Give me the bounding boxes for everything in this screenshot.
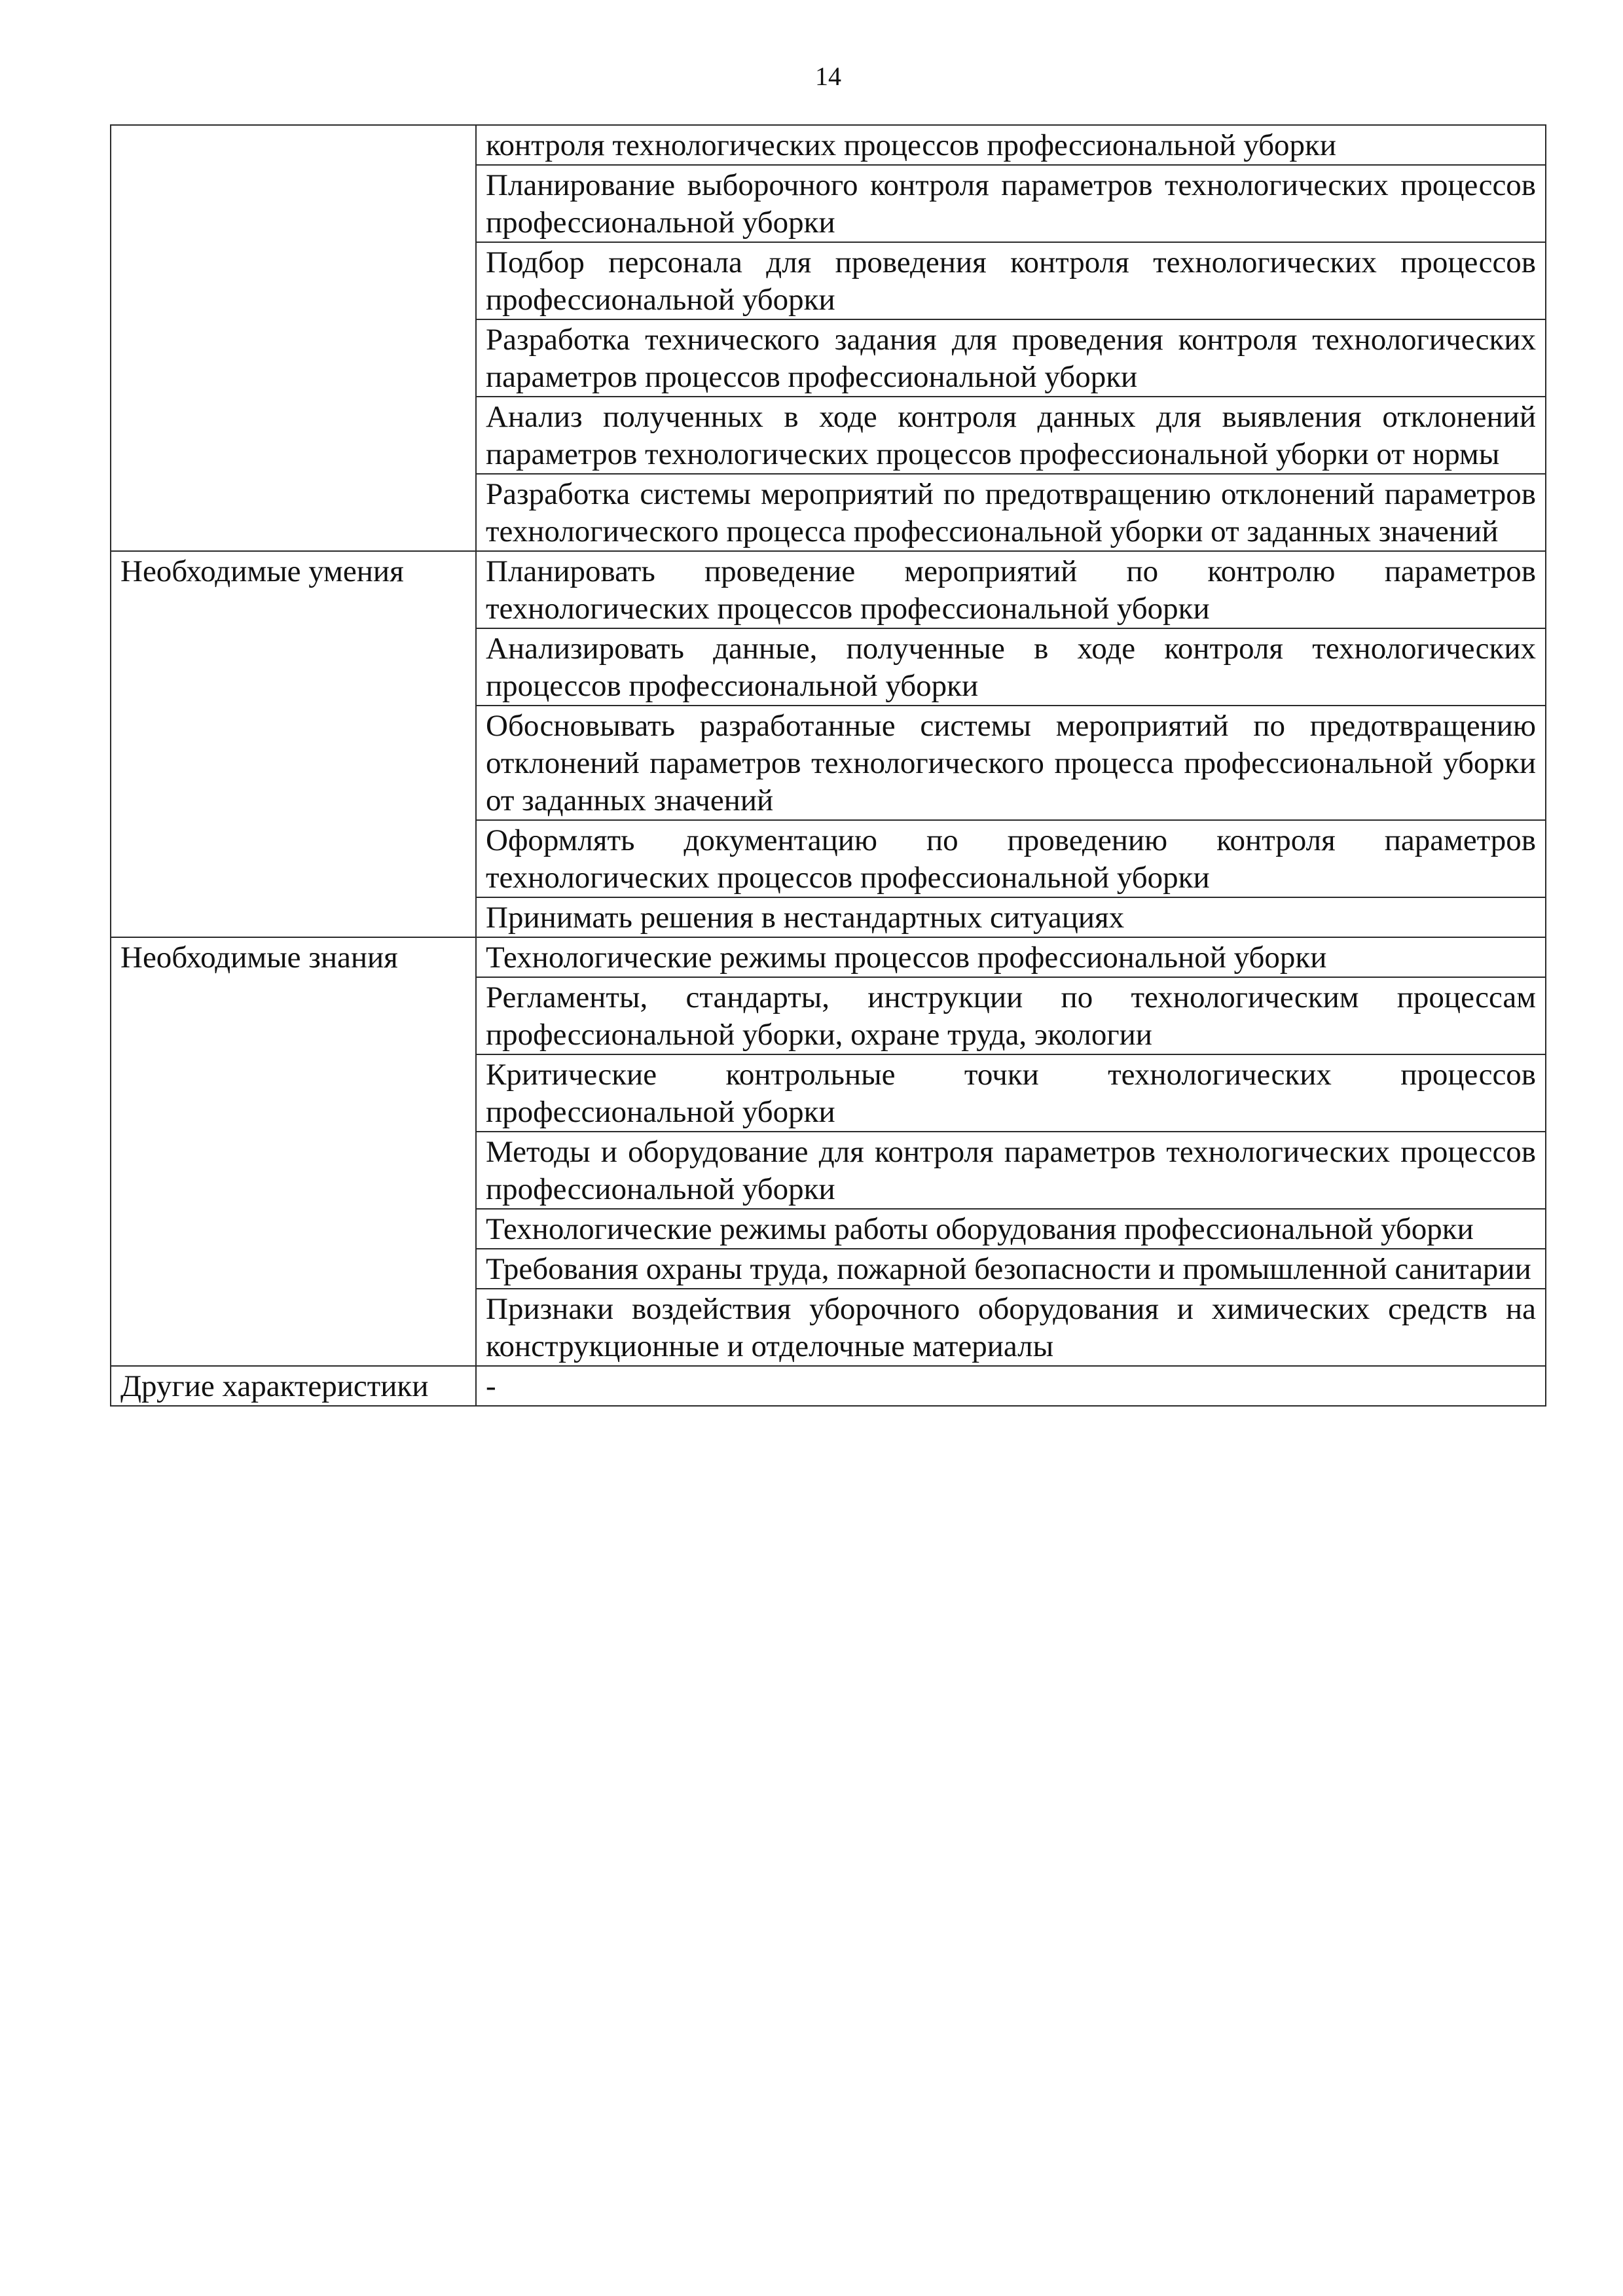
table-cell: Методы и оборудование для контроля параметров технологических процессов профессиональной уборки [476,1132,1546,1209]
table-row [111,125,1546,165]
table-cell: Технологические режимы работы оборудования профессиональной уборки [476,1209,1546,1249]
table-cell: Разработка технического задания для проведения контроля технологических параметров процессов профессиональной уборки [476,319,1546,397]
table-cell: Анализировать данные, полученные в ходе контроля технологических процессов профессиональной уборки [476,628,1546,706]
table-cell: контроля технологических процессов профессиональной уборки [476,125,1546,165]
page-number: 14 [815,62,841,91]
table-cell: Требования охраны труда, пожарной безопасности и промышленной санитарии [476,1249,1546,1289]
table-row [111,1366,1546,1406]
table-row [111,937,1546,977]
other-label: Другие характеристики [111,1366,476,1406]
table-cell: Обосновывать разработанные системы мероприятий по предотвращению отклонений параметров технологического процесса профессиональной уборки от заданных значений [476,706,1546,820]
table-cell: Признаки воздействия уборочного оборудования и химических средств на конструкционные и отделочные материалы [476,1289,1546,1366]
table-row [111,551,1546,628]
empty-label-cell [111,125,476,551]
skills-label: Необходимые умения [111,551,476,937]
other-value: - [476,1366,1546,1406]
table-cell: Регламенты, стандарты, инструкции по технологическим процессам профессиональной уборки, охране труда, экологии [476,977,1546,1054]
table-cell: Планировать проведение мероприятий по контролю параметров технологических процессов профессиональной уборки [476,551,1546,628]
table-cell: Анализ полученных в ходе контроля данных для выявления отклонений параметров технологических процессов профессиональной уборки от нормы [476,397,1546,474]
table-cell: Оформлять документацию по проведению контроля параметров технологических процессов профессиональной уборки [476,820,1546,897]
table-cell: Планирование выборочного контроля параметров технологических процессов профессиональной уборки [476,165,1546,242]
table-cell: Технологические режимы процессов профессиональной уборки [476,937,1546,977]
table-cell: Критические контрольные точки технологических процессов профессиональной уборки [476,1054,1546,1132]
knowledge-label: Необходимые знания [111,937,476,1366]
table-cell: Подбор персонала для проведения контроля технологических процессов профессиональной уборки [476,242,1546,319]
table-cell: Разработка системы мероприятий по предотвращению отклонений параметров технологического процесса профессиональной уборки от заданных значений [476,474,1546,551]
table-cell: Принимать решения в нестандартных ситуациях [476,897,1546,937]
labor-functions-table [110,124,1546,1407]
